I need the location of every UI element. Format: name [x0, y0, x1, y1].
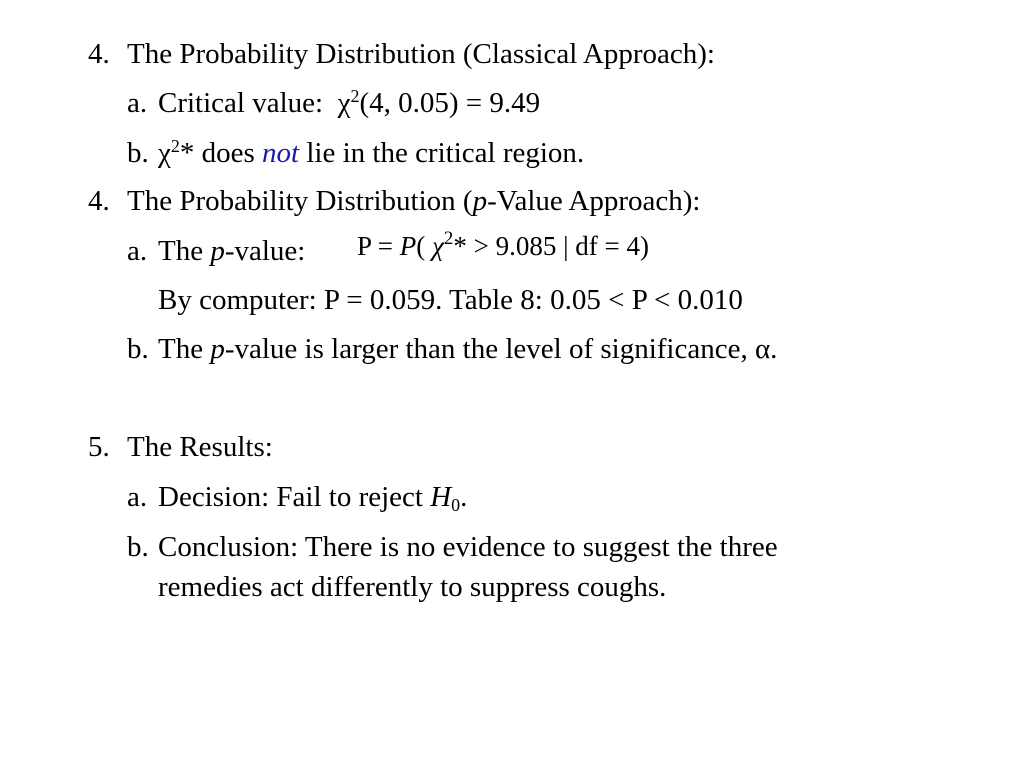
pvalue-comparison-line	[158, 335, 777, 364]
hypothesis-h: H	[430, 481, 452, 513]
chi-exponent: 2	[170, 136, 180, 157]
item-number: 4.	[88, 38, 110, 70]
item-letter-b: b.	[127, 531, 149, 563]
item-number: 5.	[88, 431, 110, 463]
pvalue-label	[158, 237, 305, 266]
title-pre: The Probability Distribution (	[127, 185, 473, 217]
decision-period: .	[460, 481, 468, 513]
formula-open-paren: (	[416, 231, 426, 261]
item-5-title: The Results:	[127, 431, 273, 463]
chi-exponent: 2	[350, 86, 360, 107]
hypothesis-subscript: 0	[451, 495, 461, 516]
item-letter-a: a.	[127, 481, 148, 513]
formula-exponent: 2	[443, 227, 454, 249]
comparison-pre: The	[158, 333, 204, 365]
critical-value-expression: (4, 0.05) = 9.49	[359, 87, 541, 119]
item-letter-b: b.	[127, 333, 149, 365]
conclusion-line-1: Conclusion: There is no evidence to suggest the three	[158, 531, 778, 563]
item-letter-a: a.	[127, 87, 148, 119]
formula-equals: =	[377, 231, 393, 261]
item-4-classical	[88, 40, 110, 69]
formula-p: P	[357, 231, 372, 261]
comparison-post: -value is larger than the level of significance, α.	[224, 333, 778, 365]
formula-prob: P	[399, 231, 417, 261]
statement-part1: * does	[179, 137, 255, 169]
emphasis-not: not	[262, 137, 300, 169]
critical-value-line	[158, 86, 541, 119]
pvalue-formula	[357, 227, 649, 261]
item-number: 4.	[88, 185, 110, 217]
conclusion-line-2: remedies act differently to suppress coughs.	[158, 571, 667, 603]
title-p: p	[472, 185, 488, 217]
formula-chi: χ	[432, 231, 444, 261]
by-computer-line: By computer: P = 0.059. Table 8: 0.05 < P < 0.010	[158, 284, 743, 316]
item-letter-a: a.	[127, 235, 148, 267]
decision-text: Decision: Fail to reject	[158, 481, 423, 513]
pvalue-p: p	[210, 235, 225, 267]
critical-value-label: Critical value:	[158, 87, 324, 119]
chi-symbol: χ	[158, 137, 171, 169]
item-4-classical-title: The Probability Distribution (Classical Approach):	[127, 38, 715, 70]
pvalue-post: -value:	[224, 235, 306, 267]
critical-region-line	[158, 136, 585, 169]
pvalue-pre: The	[158, 235, 204, 267]
statement-part2: lie in the critical region.	[306, 137, 585, 169]
item-4-pvalue-title	[127, 187, 700, 216]
comparison-p: p	[210, 333, 225, 365]
decision-line	[158, 481, 468, 516]
chi-symbol: χ	[337, 87, 351, 119]
item-letter-b: b.	[127, 137, 149, 169]
title-post: -Value Approach):	[487, 185, 701, 217]
formula-rest: * > 9.085 | df = 4)	[453, 231, 649, 261]
